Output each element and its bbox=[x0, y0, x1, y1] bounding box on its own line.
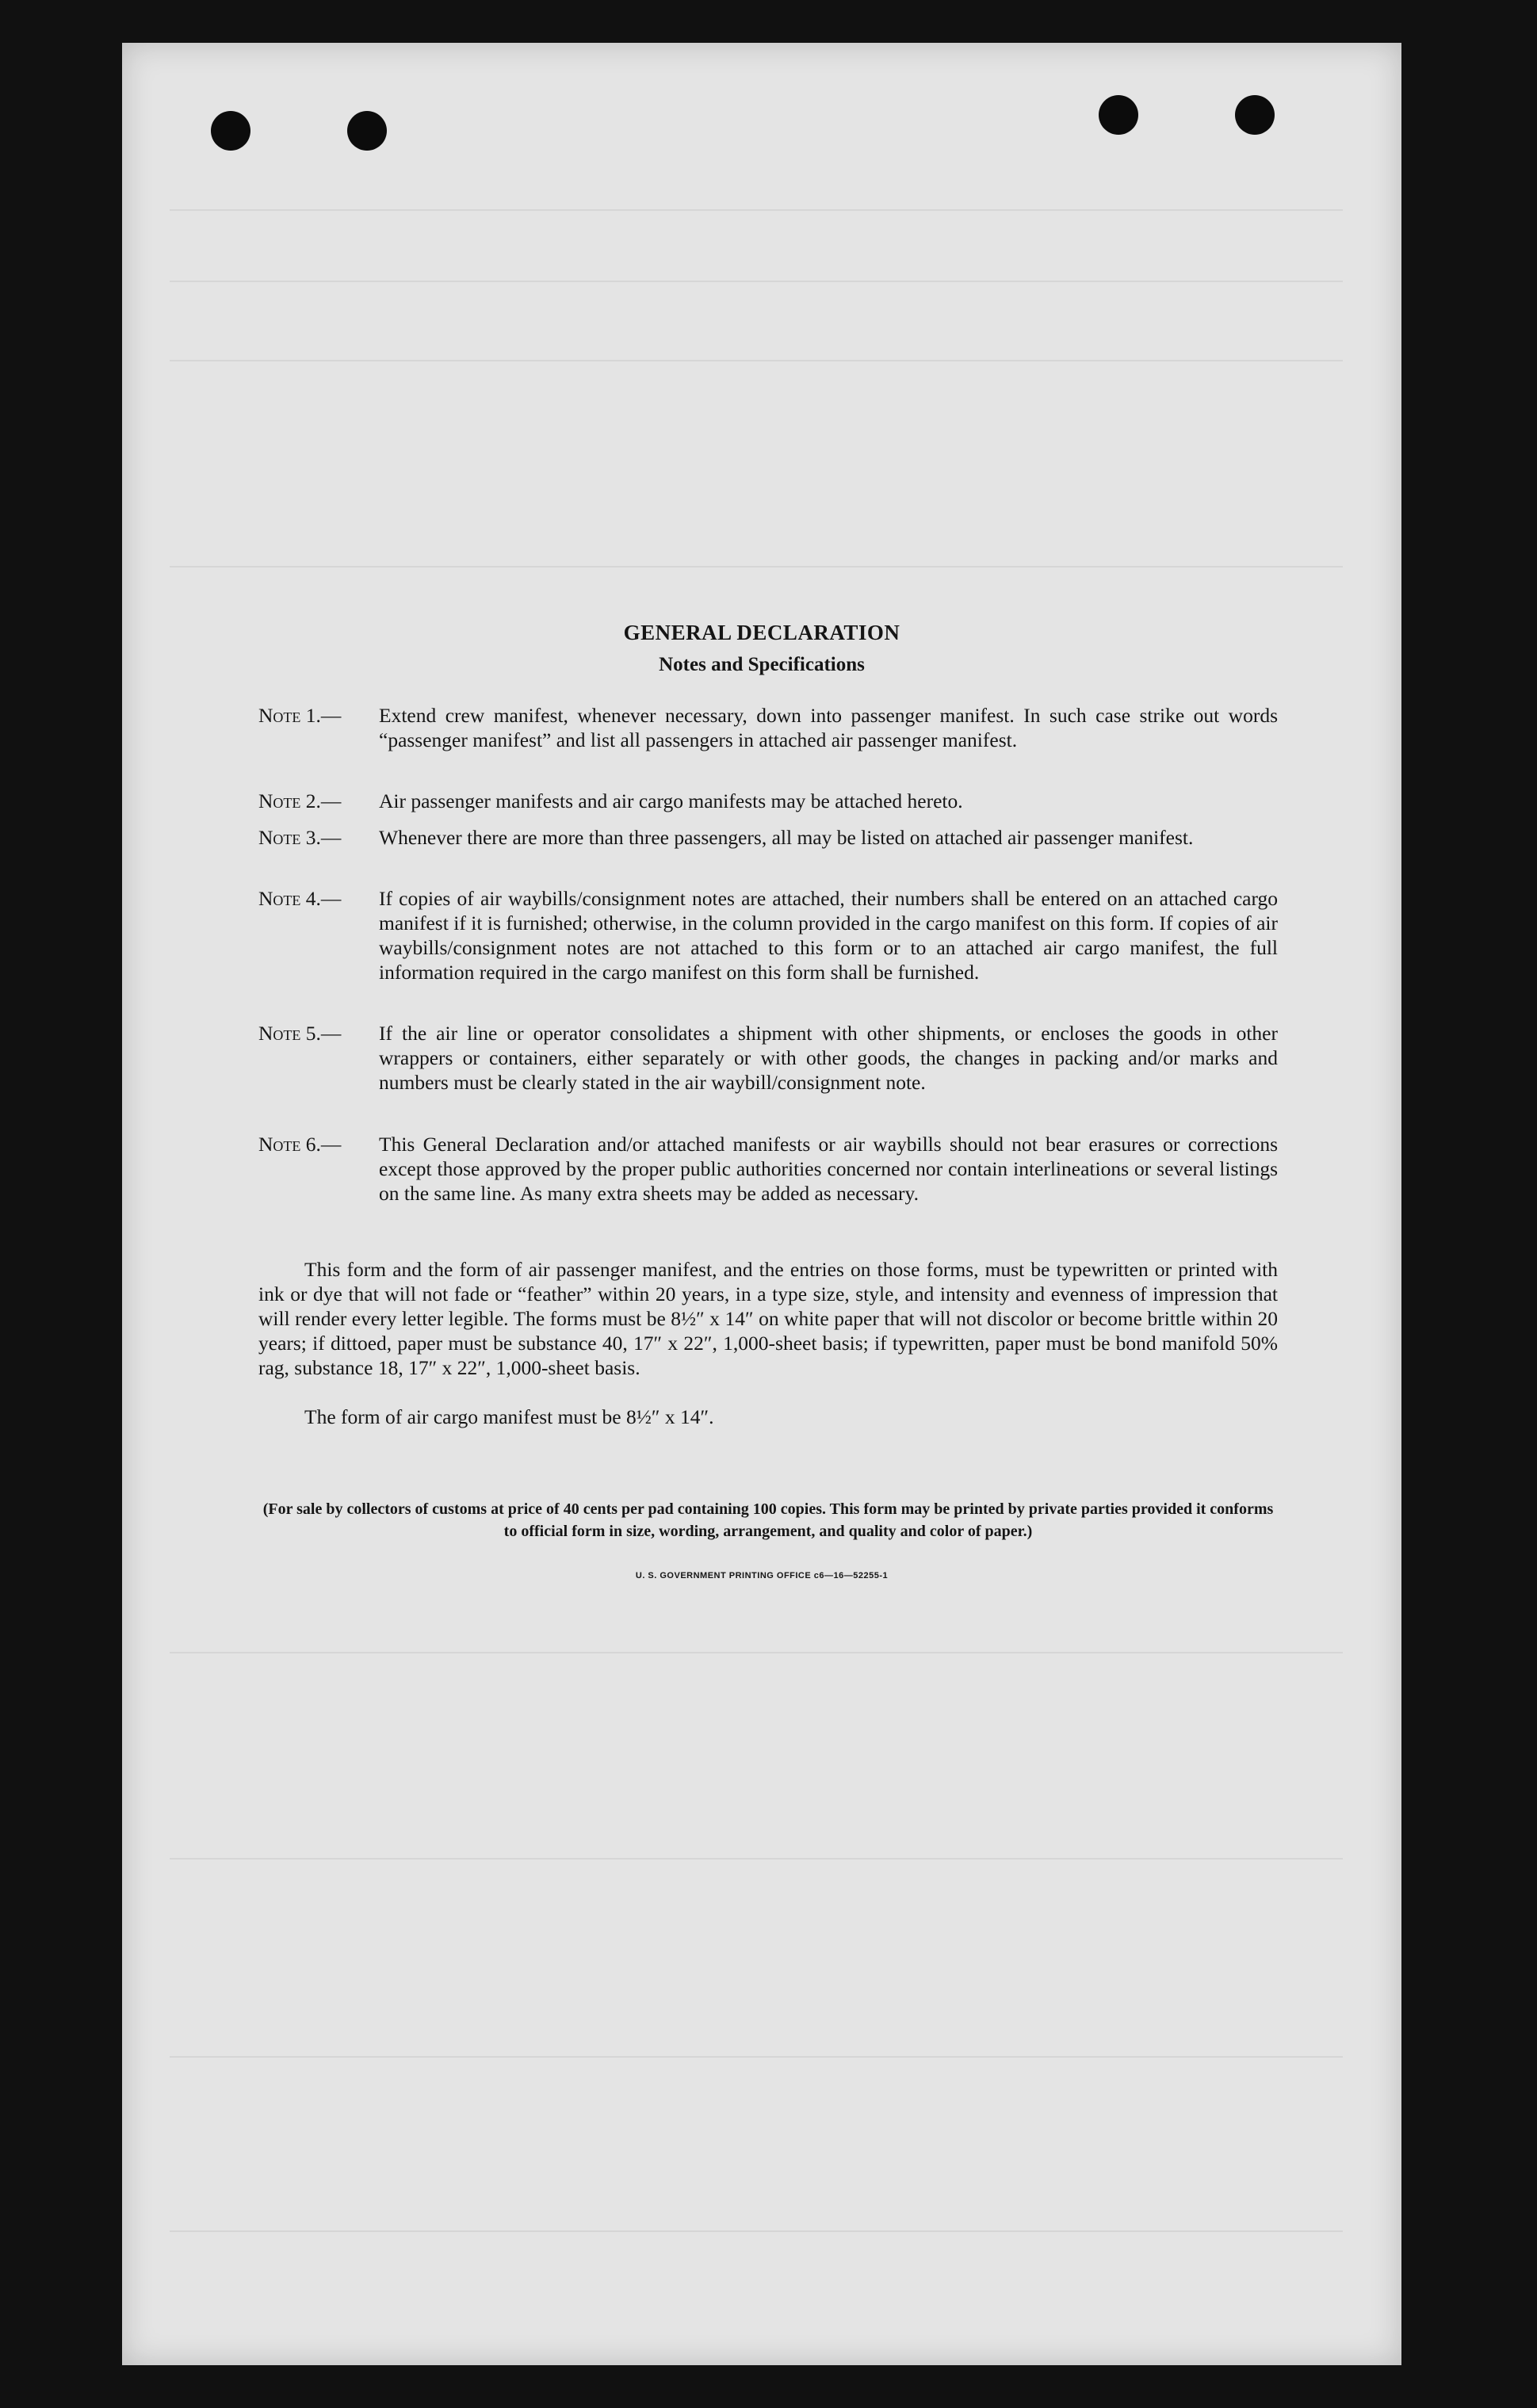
note-item bbox=[258, 703, 1278, 752]
bleed-through-line bbox=[170, 2056, 1343, 2058]
note-item bbox=[258, 1132, 1278, 1206]
punch-hole bbox=[211, 111, 250, 151]
bleed-through-line bbox=[170, 566, 1343, 568]
cargo-manifest-size-note: The form of air cargo manifest must be 8½″ x 14″. bbox=[304, 1405, 714, 1428]
printing-office-imprint: U. S. GOVERNMENT PRINTING OFFICE c6—16—52255-1 bbox=[635, 1571, 889, 1580]
punch-hole bbox=[1235, 95, 1275, 135]
note-text: Extend crew manifest, whenever necessary, down into passenger manifest. In such case strike out words “passenger manifest” and list all passengers in attached air passenger manifest. bbox=[379, 704, 1278, 751]
bleed-through-line bbox=[170, 1652, 1343, 1653]
bleed-through-line bbox=[170, 281, 1343, 282]
bleed-through-line bbox=[170, 1858, 1343, 1860]
bleed-through-line bbox=[170, 360, 1343, 361]
note-text: If the air line or operator consolidates a shipment with other shipments, or encloses the goods in other wrappers or containers, either separately or with other goods, the changes in packing and/or marks and numbers must be clearly stated in the air waybill/consignment note. bbox=[379, 1022, 1278, 1094]
note-text: Whenever there are more than three passengers, all may be listed on attached air passenger manifest. bbox=[379, 826, 1194, 849]
note-label: Note 5.— bbox=[258, 1022, 342, 1045]
document-page bbox=[122, 43, 1401, 2365]
bleed-through-line bbox=[170, 2230, 1343, 2232]
note-label: Note 1.— bbox=[258, 704, 342, 727]
note-text: If copies of air waybills/consignment notes are attached, their numbers shall be entered on an attached cargo manifest if it is furnished; otherwise, in the column provided in the cargo manifest on this form. If copies of air waybills/consignment notes are not attached to this form or to an attached air cargo manifest, the full information required in the cargo manifest on this form shall be furnished. bbox=[379, 887, 1278, 984]
note-label: Note 3.— bbox=[258, 826, 342, 849]
specification-paragraph: This form and the form of air passenger manifest, and the entries on those forms, must be typewritten or printed with ink or dye that will not fade or “feather” within 20 years, in a type size, style, and intensity and evenness of impression that will render every letter legible. The forms must be 8½″ x 14″ on white paper that will not discolor or become brittle within 20 years; if dittoed, paper must be substance 40, 17″ x 22″, 1,000-sheet basis; if typewritten, paper must be bond manifold 50% rag, substance 18, 17″ x 22″, 1,000-sheet basis. bbox=[258, 1258, 1278, 1379]
sale-notice: (For sale by collectors of customs at price of 40 cents per pad containing 100 copies. This form may be printed by private parties provided it conforms to official form in size, wording, arrangement, and quality and color of paper.) bbox=[262, 1500, 1274, 1540]
note-text: Air passenger manifests and air cargo manifests may be attached hereto. bbox=[379, 789, 963, 812]
note-label: Note 4.— bbox=[258, 887, 342, 910]
punch-hole bbox=[1099, 95, 1138, 135]
note-item bbox=[258, 789, 1278, 813]
document-subtitle: Notes and Specifications bbox=[659, 654, 865, 675]
note-label: Note 6.— bbox=[258, 1133, 342, 1156]
note-text: This General Declaration and/or attached manifests or air waybills should not bear erasures or corrections except those approved by the proper public authorities concerned nor contain interlineations or several listings on the same line. As many extra sheets may be added as necessary. bbox=[379, 1133, 1278, 1205]
bleed-through-line bbox=[170, 209, 1343, 211]
note-item bbox=[258, 825, 1278, 850]
note-label: Note 2.— bbox=[258, 789, 342, 812]
note-item bbox=[258, 886, 1278, 984]
punch-hole bbox=[347, 111, 387, 151]
note-item bbox=[258, 1021, 1278, 1095]
document-title: GENERAL DECLARATION bbox=[623, 621, 900, 644]
